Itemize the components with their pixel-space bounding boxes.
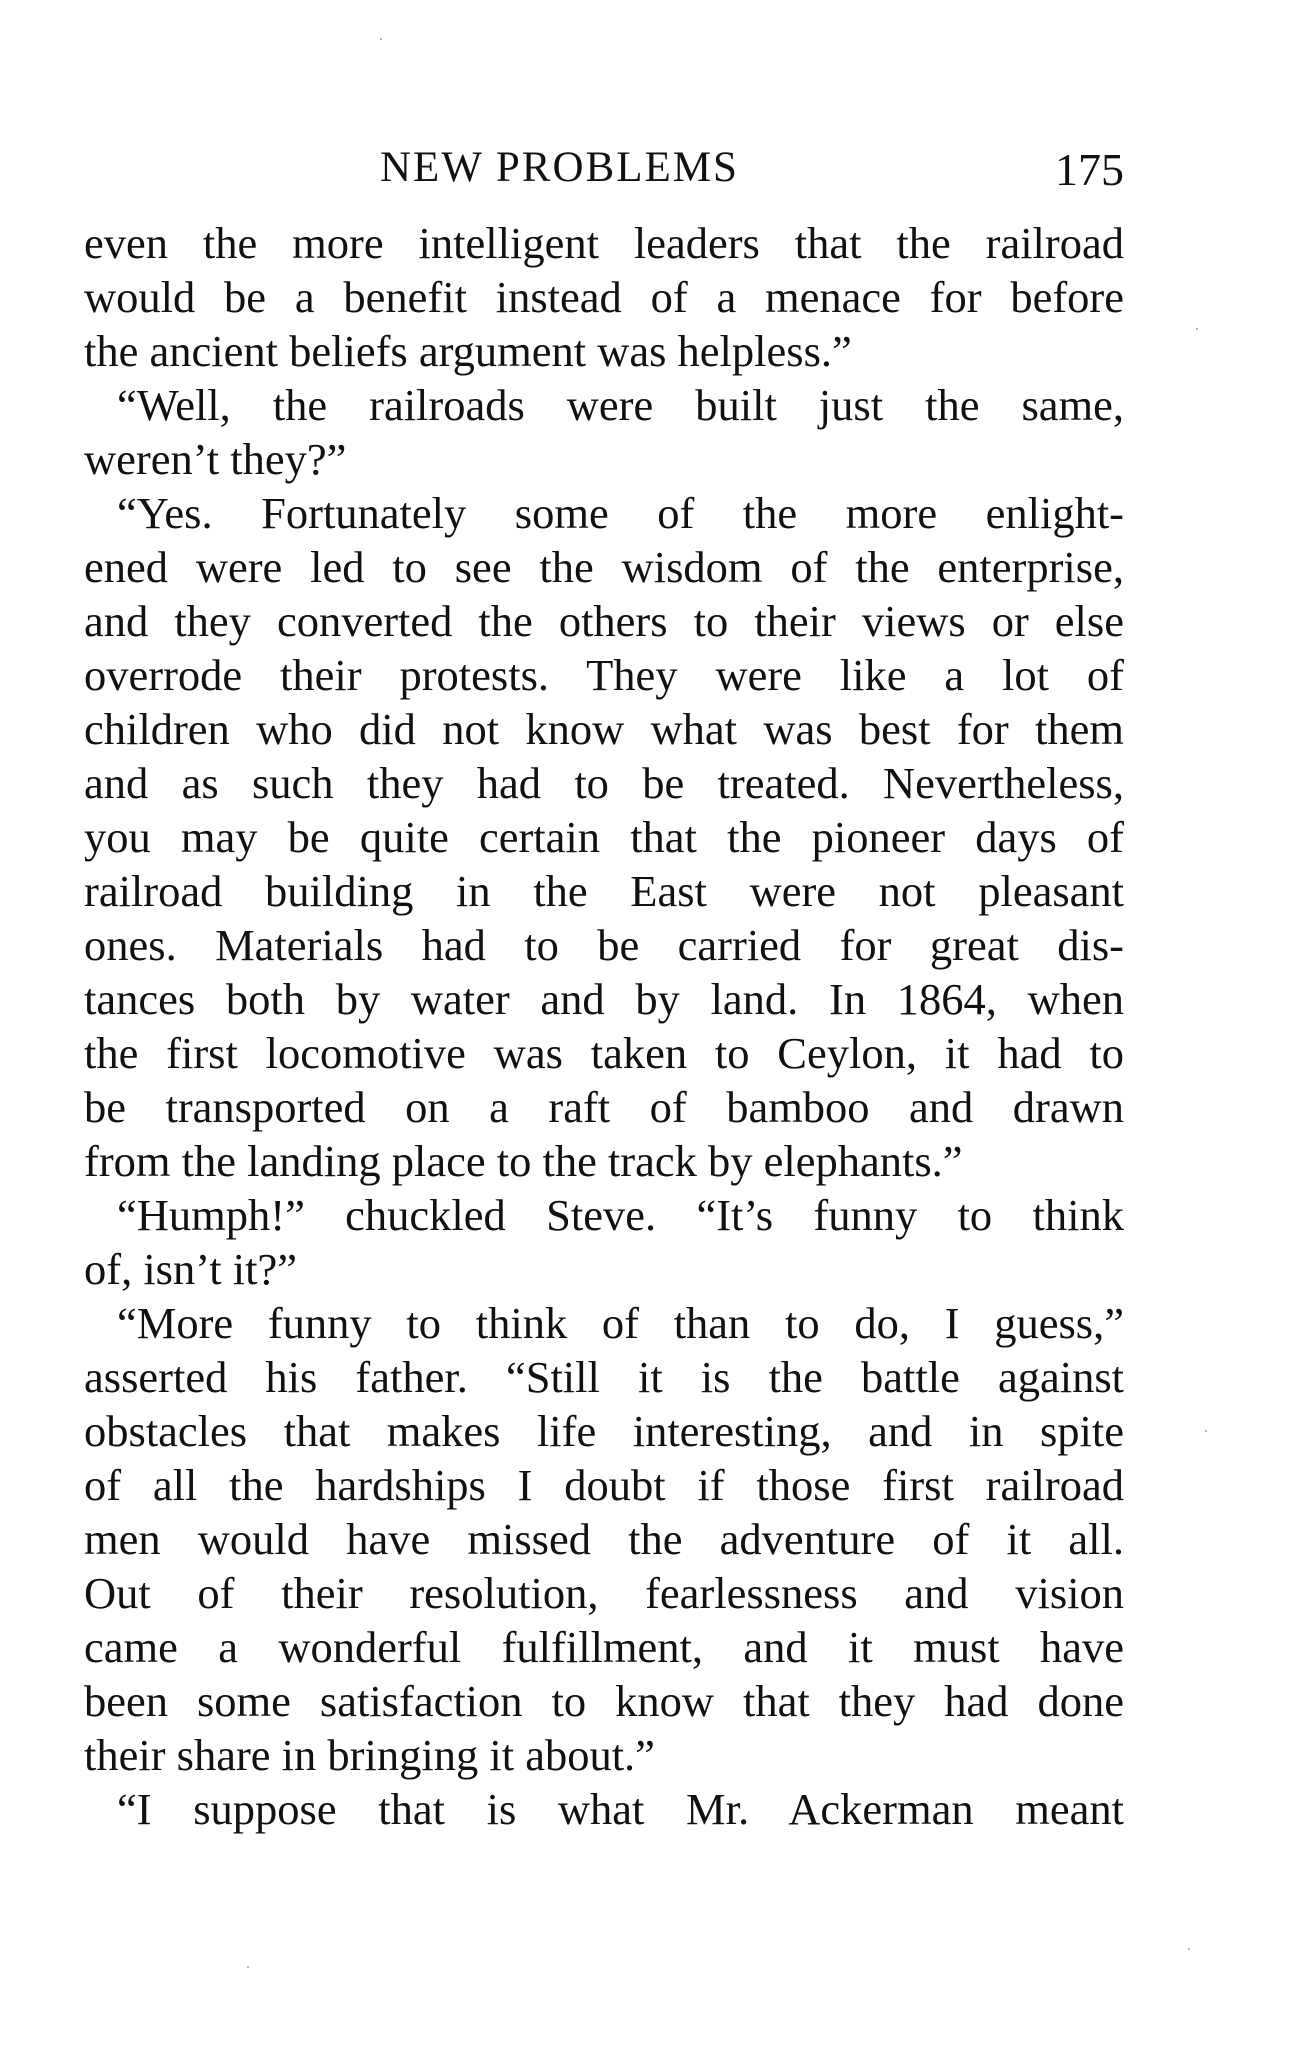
paper-speck <box>1188 1948 1190 1950</box>
text-line: “I suppose that is what Mr. Ackerman meant <box>117 1784 1124 1834</box>
text-line: been some satisfaction to know that they had done <box>84 1676 1124 1726</box>
paper-speck <box>1205 1430 1207 1432</box>
text-line: obstacles that makes life interesting, and in spite <box>84 1406 1124 1456</box>
body-text <box>84 216 1124 1836</box>
text-line: and they converted the others to their views or else <box>84 596 1124 646</box>
text-line: ened were led to see the wisdom of the enterprise, <box>84 542 1124 592</box>
text-line: “Well, the railroads were built just the same, <box>117 380 1124 430</box>
text-line: from the landing place to the track by elephants.” <box>84 1136 963 1186</box>
text-line: you may be quite certain that the pioneer days of <box>84 812 1124 862</box>
running-head <box>84 138 1124 198</box>
text-line: weren’t they?” <box>84 434 347 484</box>
page-number: 175 <box>1055 144 1124 195</box>
text-line: children who did not know what was best for them <box>84 704 1124 754</box>
text-line: their share in bringing it about.” <box>84 1730 655 1780</box>
text-line: be transported on a raft of bamboo and drawn <box>84 1082 1124 1132</box>
paper-speck <box>247 1966 249 1968</box>
running-title: NEW PROBLEMS <box>380 144 739 191</box>
text-line: railroad building in the East were not pleasant <box>84 866 1124 916</box>
text-line: Out of their resolution, fearlessness and vision <box>84 1568 1124 1618</box>
text-line: “Yes. Fortunately some of the more enlight- <box>117 488 1124 538</box>
text-line: “Humph!” chuckled Steve. “It’s funny to think <box>117 1190 1124 1240</box>
text-line: and as such they had to be treated. Nevertheless, <box>84 758 1124 808</box>
paper-speck <box>1196 328 1198 330</box>
text-line: overrode their protests. They were like a lot of <box>84 650 1124 700</box>
text-line: tances both by water and by land. In 1864, when <box>84 974 1124 1024</box>
text-line: “More funny to think of than to do, I guess,” <box>117 1298 1124 1348</box>
text-line: even the more intelligent leaders that the railroad <box>84 218 1124 268</box>
text-line: men would have missed the adventure of it all. <box>84 1514 1124 1564</box>
text-line: came a wonderful fulfillment, and it must have <box>84 1622 1124 1672</box>
text-line: the ancient beliefs argument was helpless.” <box>84 326 852 376</box>
paper-speck <box>380 38 382 40</box>
text-line: would be a benefit instead of a menace for before <box>84 272 1124 322</box>
text-line: of, isn’t it?” <box>84 1244 297 1294</box>
text-line: ones. Materials had to be carried for great dis- <box>84 920 1124 970</box>
text-line: of all the hardships I doubt if those first railroad <box>84 1460 1124 1510</box>
text-line: the first locomotive was taken to Ceylon, it had to <box>84 1028 1124 1078</box>
text-line: asserted his father. “Still it is the battle against <box>84 1352 1124 1402</box>
